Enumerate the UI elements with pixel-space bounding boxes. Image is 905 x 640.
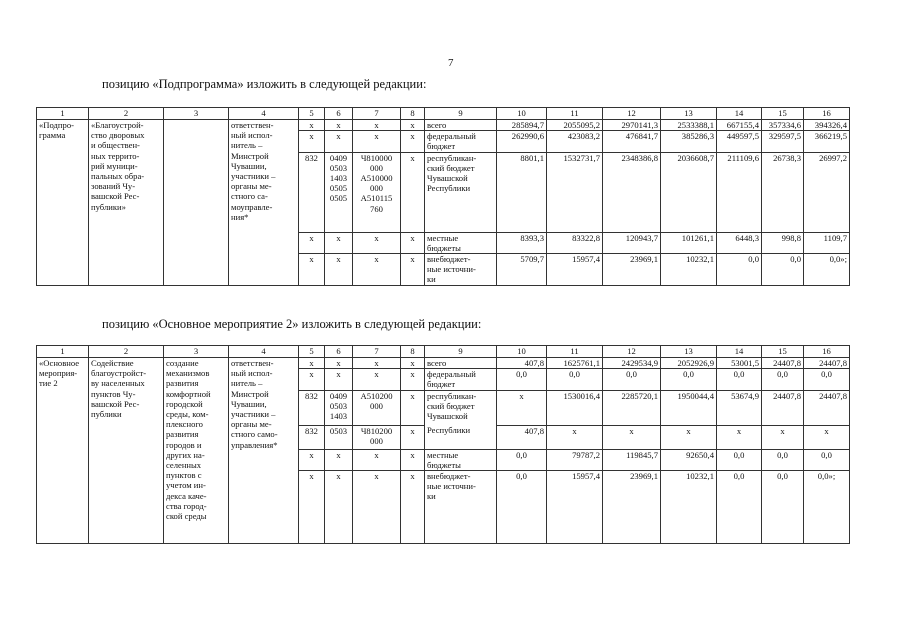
value-cell: 998,8 — [762, 232, 804, 253]
value-cell: 329597,5 — [762, 131, 804, 152]
grbs-cell: x — [299, 449, 325, 470]
column-header: 5 — [299, 346, 325, 358]
funding-source-cell: всего — [425, 120, 497, 131]
expense-type-cell: x — [401, 358, 425, 369]
grbs-cell: x — [299, 254, 325, 286]
funding-source-cell: республикан- ский бюджет Чувашской Республики — [425, 152, 497, 232]
value-cell: 0,0 — [717, 471, 762, 544]
column-header: 1 — [37, 108, 89, 120]
grbs-cell: x — [299, 471, 325, 544]
program-name-cell: Содействие благоустройст- ву населенных пунктов Чу- вашской Рес- публики — [89, 358, 164, 544]
value-cell: 5709,7 — [497, 254, 547, 286]
funding-source-cell: федеральный бюджет — [425, 369, 497, 390]
value-cell: 23969,1 — [603, 254, 661, 286]
program-status-cell: «Основное мероприя- тие 2 — [37, 358, 89, 544]
column-header: 10 — [497, 346, 547, 358]
target-article-cell: x — [353, 131, 401, 152]
program-goal-cell: создание механизмов развития комфортной городской среды, ком- плексного развития городов и других на- селенных пунктов с учетом ин- декса каче- ства город- ской среды — [164, 358, 229, 544]
responsible-cell: ответствен- ный испол- нитель – Минстрой Чувашии, участники – органы ме- стного само- управления* — [229, 358, 299, 544]
expense-type-cell: x — [401, 232, 425, 253]
funding-source-cell: внебюджет- ные источни- ки — [425, 471, 497, 544]
value-cell: 0,0»; — [804, 471, 850, 544]
value-cell: 53001,5 — [717, 358, 762, 369]
section-cell: x — [325, 471, 353, 544]
value-cell: 26997,2 — [804, 152, 850, 232]
value-cell: 0,0 — [717, 449, 762, 470]
responsible-cell: ответствен- ный испол- нитель – Минстрой Чувашии, участники – органы ме- стного са- моуправле- ния* — [229, 120, 299, 286]
subprogram-table — [36, 107, 850, 286]
column-header: 4 — [229, 346, 299, 358]
table-row — [37, 358, 850, 369]
column-header: 12 — [603, 346, 661, 358]
value-cell: 6448,3 — [717, 232, 762, 253]
value-cell: 1625761,1 — [547, 358, 603, 369]
value-cell: 2533388,1 — [661, 120, 717, 131]
column-header: 15 — [762, 346, 804, 358]
expense-type-cell: x — [401, 131, 425, 152]
value-cell: 2052926,9 — [661, 358, 717, 369]
column-header: 7 — [353, 108, 401, 120]
value-cell: 394326,4 — [804, 120, 850, 131]
section-cell: 0409 0503 1403 0505 0505 — [325, 152, 353, 232]
section-cell: x — [325, 120, 353, 131]
value-cell: 366219,5 — [804, 131, 850, 152]
column-header: 3 — [164, 108, 229, 120]
column-header: 1 — [37, 346, 89, 358]
column-header: 13 — [661, 108, 717, 120]
value-cell: 1532731,7 — [547, 152, 603, 232]
value-cell: 0,0 — [603, 369, 661, 390]
column-header: 16 — [804, 346, 850, 358]
column-header: 9 — [425, 346, 497, 358]
value-cell: 407,8 — [497, 358, 547, 369]
value-cell: x — [762, 425, 804, 449]
value-cell: 24407,8 — [804, 390, 850, 425]
section-cell: x — [325, 232, 353, 253]
column-header: 11 — [547, 108, 603, 120]
value-cell: 476841,7 — [603, 131, 661, 152]
value-cell: 423083,2 — [547, 131, 603, 152]
column-header-row — [37, 346, 850, 358]
section-cell: 0503 — [325, 425, 353, 449]
expense-type-cell: x — [401, 449, 425, 470]
value-cell: 0,0 — [547, 369, 603, 390]
value-cell: 0,0 — [762, 369, 804, 390]
expense-type-cell: x — [401, 390, 425, 425]
value-cell: 101261,1 — [661, 232, 717, 253]
value-cell: 1950044,4 — [661, 390, 717, 425]
target-article-cell: x — [353, 254, 401, 286]
value-cell: 0,0 — [661, 369, 717, 390]
value-cell: 407,8 — [497, 425, 547, 449]
column-header: 6 — [325, 346, 353, 358]
value-cell: 0,0 — [497, 369, 547, 390]
value-cell: x — [547, 425, 603, 449]
value-cell: x — [603, 425, 661, 449]
grbs-cell: x — [299, 369, 325, 390]
section-cell: x — [325, 254, 353, 286]
target-article-cell: Ч810000 000 А510000 000 А510115 760 — [353, 152, 401, 232]
heading-main-activity: позицию «Основное мероприятие 2» изложить в следующей редакции: — [102, 317, 482, 331]
grbs-cell: x — [299, 120, 325, 131]
value-cell: 119845,7 — [603, 449, 661, 470]
value-cell: 262990,6 — [497, 131, 547, 152]
value-cell: 8801,1 — [497, 152, 547, 232]
value-cell: 23969,1 — [603, 471, 661, 544]
section-cell: x — [325, 131, 353, 152]
section-cell: x — [325, 358, 353, 369]
value-cell: 0,0 — [804, 369, 850, 390]
target-article-cell: x — [353, 232, 401, 253]
value-cell: 667155,4 — [717, 120, 762, 131]
value-cell: 15957,4 — [547, 254, 603, 286]
funding-source-cell: местные бюджеты — [425, 232, 497, 253]
value-cell: 83322,8 — [547, 232, 603, 253]
value-cell: 0,0 — [804, 449, 850, 470]
table-row — [37, 120, 850, 131]
expense-type-cell: x — [401, 120, 425, 131]
heading-subprogram: позицию «Подпрограмма» изложить в следующей редакции: — [102, 77, 427, 91]
grbs-cell: x — [299, 232, 325, 253]
funding-source-cell: местные бюджеты — [425, 449, 497, 470]
value-cell: 2970141,3 — [603, 120, 661, 131]
target-article-cell: А510200 000 — [353, 390, 401, 425]
value-cell: x — [497, 390, 547, 425]
target-article-cell: x — [353, 120, 401, 131]
value-cell: 15957,4 — [547, 471, 603, 544]
target-article-cell: x — [353, 449, 401, 470]
value-cell: 0,0 — [762, 449, 804, 470]
value-cell: x — [717, 425, 762, 449]
value-cell: 1109,7 — [804, 232, 850, 253]
funding-source-cell: внебюджет- ные источни- ки — [425, 254, 497, 286]
column-header: 11 — [547, 346, 603, 358]
value-cell: 285894,7 — [497, 120, 547, 131]
value-cell: 10232,1 — [661, 471, 717, 544]
column-header: 7 — [353, 346, 401, 358]
value-cell: 24407,8 — [804, 358, 850, 369]
page-number: 7 — [448, 57, 454, 69]
value-cell: 8393,3 — [497, 232, 547, 253]
value-cell: x — [804, 425, 850, 449]
value-cell: 10232,1 — [661, 254, 717, 286]
funding-source-cell: Республики — [425, 425, 497, 449]
value-cell: 24407,8 — [762, 390, 804, 425]
program-name-cell: «Благоустрой- ство дворовых и обществен- ных террито- рий муници- пальных обра- зований Чу- вашской Рес- публики» — [89, 120, 164, 286]
value-cell: x — [661, 425, 717, 449]
funding-source-cell: федеральный бюджет — [425, 131, 497, 152]
expense-type-cell: x — [401, 369, 425, 390]
column-header: 9 — [425, 108, 497, 120]
column-header: 14 — [717, 346, 762, 358]
value-cell: 2055095,2 — [547, 120, 603, 131]
grbs-cell: 832 — [299, 425, 325, 449]
column-header: 16 — [804, 108, 850, 120]
funding-source-cell: всего — [425, 358, 497, 369]
column-header: 2 — [89, 108, 164, 120]
section-cell: 0409 0503 1403 — [325, 390, 353, 425]
value-cell: 24407,8 — [762, 358, 804, 369]
value-cell: 0,0 — [497, 449, 547, 470]
funding-source-cell: республикан- ский бюджет Чувашской — [425, 390, 497, 425]
expense-type-cell: x — [401, 471, 425, 544]
value-cell: 0,0 — [497, 471, 547, 544]
column-header: 13 — [661, 346, 717, 358]
expense-type-cell: x — [401, 254, 425, 286]
column-header: 8 — [401, 346, 425, 358]
value-cell: 2285720,1 — [603, 390, 661, 425]
value-cell: 79787,2 — [547, 449, 603, 470]
value-cell: 26738,3 — [762, 152, 804, 232]
expense-type-cell: x — [401, 152, 425, 232]
expense-type-cell: x — [401, 425, 425, 449]
grbs-cell: 832 — [299, 390, 325, 425]
value-cell: 449597,5 — [717, 131, 762, 152]
column-header: 2 — [89, 346, 164, 358]
section-cell: x — [325, 369, 353, 390]
grbs-cell: 832 — [299, 152, 325, 232]
main-activity-table — [36, 345, 850, 544]
program-status-cell: «Подпро- грамма — [37, 120, 89, 286]
value-cell: 2348386,8 — [603, 152, 661, 232]
value-cell: 2036608,7 — [661, 152, 717, 232]
column-header: 15 — [762, 108, 804, 120]
value-cell: 120943,7 — [603, 232, 661, 253]
grbs-cell: x — [299, 131, 325, 152]
value-cell: 385286,3 — [661, 131, 717, 152]
value-cell: 92650,4 — [661, 449, 717, 470]
target-article-cell: x — [353, 358, 401, 369]
target-article-cell: x — [353, 471, 401, 544]
program-goal-cell — [164, 120, 229, 286]
value-cell: 0,0 — [762, 471, 804, 544]
column-header: 8 — [401, 108, 425, 120]
value-cell: 1530016,4 — [547, 390, 603, 425]
column-header: 3 — [164, 346, 229, 358]
value-cell: 53674,9 — [717, 390, 762, 425]
column-header-row — [37, 108, 850, 120]
value-cell: 357334,6 — [762, 120, 804, 131]
column-header: 5 — [299, 108, 325, 120]
column-header: 12 — [603, 108, 661, 120]
value-cell: 0,0»; — [804, 254, 850, 286]
value-cell: 0,0 — [717, 369, 762, 390]
section-cell: x — [325, 449, 353, 470]
value-cell: 0,0 — [717, 254, 762, 286]
target-article-cell: x — [353, 369, 401, 390]
value-cell: 211109,6 — [717, 152, 762, 232]
column-header: 4 — [229, 108, 299, 120]
column-header: 10 — [497, 108, 547, 120]
grbs-cell: x — [299, 358, 325, 369]
column-header: 14 — [717, 108, 762, 120]
column-header: 6 — [325, 108, 353, 120]
target-article-cell: Ч810200 000 — [353, 425, 401, 449]
value-cell: 2429534,9 — [603, 358, 661, 369]
value-cell: 0,0 — [762, 254, 804, 286]
